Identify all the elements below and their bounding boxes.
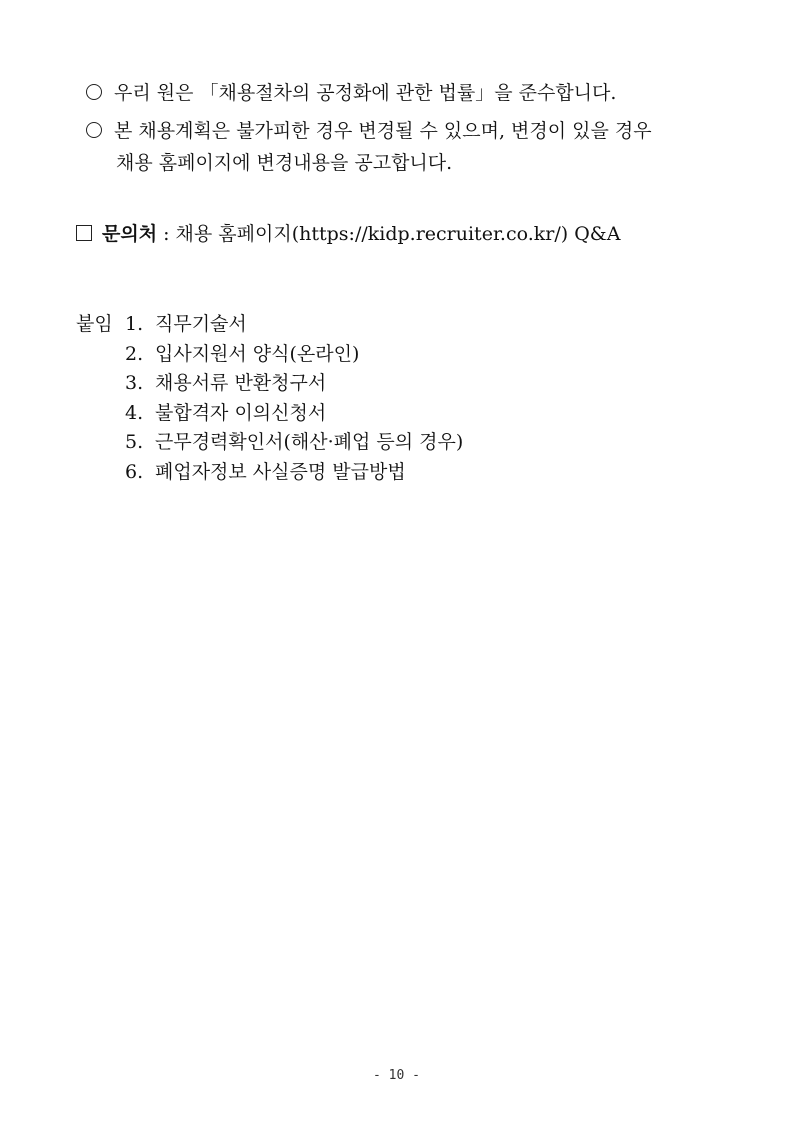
attachment-text: 근무경력확인서(해산·폐업 등의 경우) — [155, 431, 464, 453]
attachment-number: 3. — [125, 372, 144, 394]
list-item — [76, 428, 463, 458]
attachment-number: 1. — [125, 313, 144, 335]
notice-item — [86, 78, 616, 108]
attachment-number: 6. — [125, 460, 144, 483]
attachment-text: 폐업자정보 사실증명 발급방법 — [155, 460, 406, 483]
notice-item — [86, 116, 652, 146]
attachment-text: 불합격자 이의신청서 — [155, 401, 327, 424]
list-item — [76, 340, 463, 370]
attachments-list — [76, 310, 463, 487]
attachment-text: 직무기술서 — [155, 313, 247, 335]
attachment-number: 5. — [125, 431, 144, 453]
notice-text: 본 채용계획은 불가피한 경우 변경될 수 있으며, 변경이 있을 경우 — [114, 120, 652, 142]
contact-line — [76, 219, 620, 249]
page-number: - 10 - — [373, 1068, 420, 1083]
notice-continuation: 채용 홈페이지에 변경내용을 공고합니다. — [116, 152, 453, 174]
checkbox-square-icon — [76, 225, 92, 241]
circle-bullet-icon — [86, 84, 102, 100]
attachment-text: 입사지원서 양식(온라인) — [155, 342, 360, 365]
notice-text: 우리 원은 「채용절차의 공정화에 관한 법률」을 준수합니다. — [114, 82, 617, 104]
list-item — [76, 310, 463, 340]
circle-bullet-icon — [86, 122, 102, 138]
attachments-label: 붙임 — [76, 313, 113, 335]
attachment-text: 채용서류 반환청구서 — [155, 372, 327, 394]
list-item — [76, 399, 463, 429]
attachment-number: 2. — [125, 342, 144, 365]
contact-text: : 채용 홈페이지(https://kidp.recruiter.co.kr/) Q&A — [157, 223, 621, 245]
list-item — [76, 369, 463, 399]
list-item — [76, 458, 463, 488]
contact-label: 문의처 — [102, 223, 158, 245]
attachment-number: 4. — [125, 401, 144, 424]
